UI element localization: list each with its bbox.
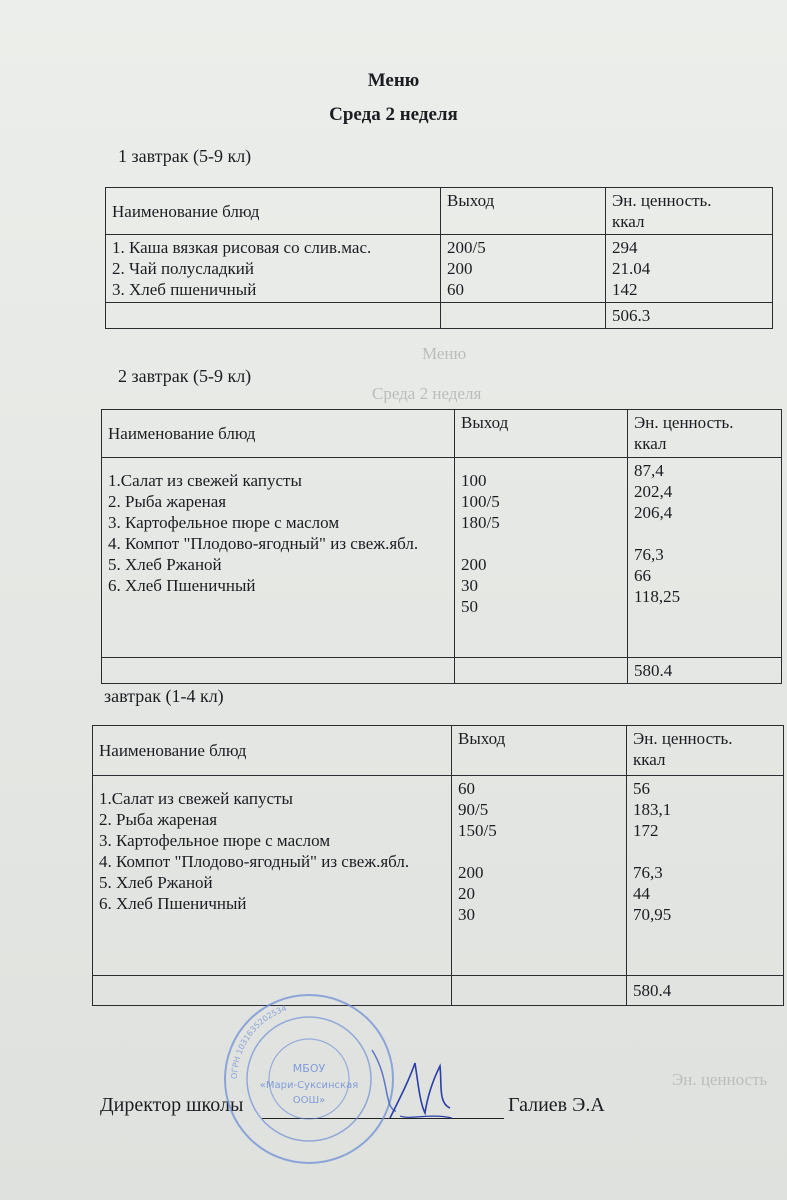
- school-stamp: [222, 992, 396, 1166]
- header-energy: Эн. ценность. ккал: [627, 726, 784, 776]
- total-empty-cell: [102, 658, 455, 684]
- energy-list: 56 183,1 172 76,3 44 70,95: [627, 776, 784, 976]
- section-heading: завтрак (1-4 кл): [104, 686, 224, 706]
- total-empty-cell: [452, 976, 627, 1006]
- header-yield: Выход: [455, 410, 628, 458]
- menu-table: [101, 409, 782, 684]
- page-title: Меню: [367, 70, 420, 91]
- header-energy: Эн. ценность. ккал: [628, 410, 782, 458]
- total-kcal: 580.4: [627, 976, 784, 1006]
- dish-list: 1.Салат из свежей капусты 2. Рыба жареная 3. Картофельное пюре с маслом 4. Компот "Плодово-ягодный" из свеж.ябл. 5. Хлеб Ржаной 6. Хлеб Пшеничный: [93, 776, 452, 976]
- yield-list: 60 90/5 150/5 200 20 30: [452, 776, 627, 976]
- section-heading: 2 завтрак (5-9 кл): [118, 366, 252, 386]
- yield-list: 200/5 200 60: [441, 235, 606, 303]
- page-subtitle: Среда 2 неделя: [329, 104, 458, 125]
- header-yield: Выход: [452, 726, 627, 776]
- energy-list: 87,4 202,4 206,4 76,3 66 118,25: [628, 458, 782, 658]
- svg-text:МБОУ: МБОУ: [292, 1062, 326, 1075]
- signature-role: Директор школы: [100, 1094, 244, 1116]
- bleed-through-text: Эн. ценность: [672, 1070, 768, 1089]
- header-dish: Наименование блюд: [93, 726, 452, 776]
- section-heading: 1 завтрак (5-9 кл): [118, 146, 252, 166]
- signature-name: Галиев Э.А: [508, 1094, 605, 1116]
- bleed-through-text: Меню: [422, 344, 467, 363]
- header-dish: Наименование блюд: [106, 188, 441, 235]
- header-energy: Эн. ценность. ккал: [606, 188, 773, 235]
- total-kcal: 506.3: [606, 303, 773, 329]
- total-kcal: 580.4: [628, 658, 782, 684]
- menu-table: [105, 187, 773, 329]
- svg-text:ООШ»: ООШ»: [292, 1095, 326, 1106]
- yield-list: 100 100/5 180/5 200 30 50: [455, 458, 628, 658]
- header-yield: Выход: [441, 188, 606, 235]
- total-empty-cell: [441, 303, 606, 329]
- header-dish: Наименование блюд: [102, 410, 455, 458]
- bleed-through-text: Среда 2 неделя: [372, 384, 482, 403]
- energy-list: 294 21.04 142: [606, 235, 773, 303]
- total-empty-cell: [106, 303, 441, 329]
- dish-list: 1.Салат из свежей капусты 2. Рыба жареная 3. Картофельное пюре с маслом 4. Компот "Плодово-ягодный" из свеж.ябл. 5. Хлеб Ржаной 6. Хлеб Пшеничный: [102, 458, 455, 658]
- dish-list: 1. Каша вязкая рисовая со слив.мас. 2. Чай полусладкий 3. Хлеб пшеничный: [106, 235, 441, 303]
- svg-text:ОГРН 1031635202534: ОГРН 1031635202534: [229, 1003, 288, 1080]
- menu-table: [92, 725, 784, 1006]
- total-empty-cell: [455, 658, 628, 684]
- handwritten-signature: [380, 1058, 460, 1128]
- svg-text:«Мари-Суксинская: «Мари-Суксинская: [259, 1080, 359, 1091]
